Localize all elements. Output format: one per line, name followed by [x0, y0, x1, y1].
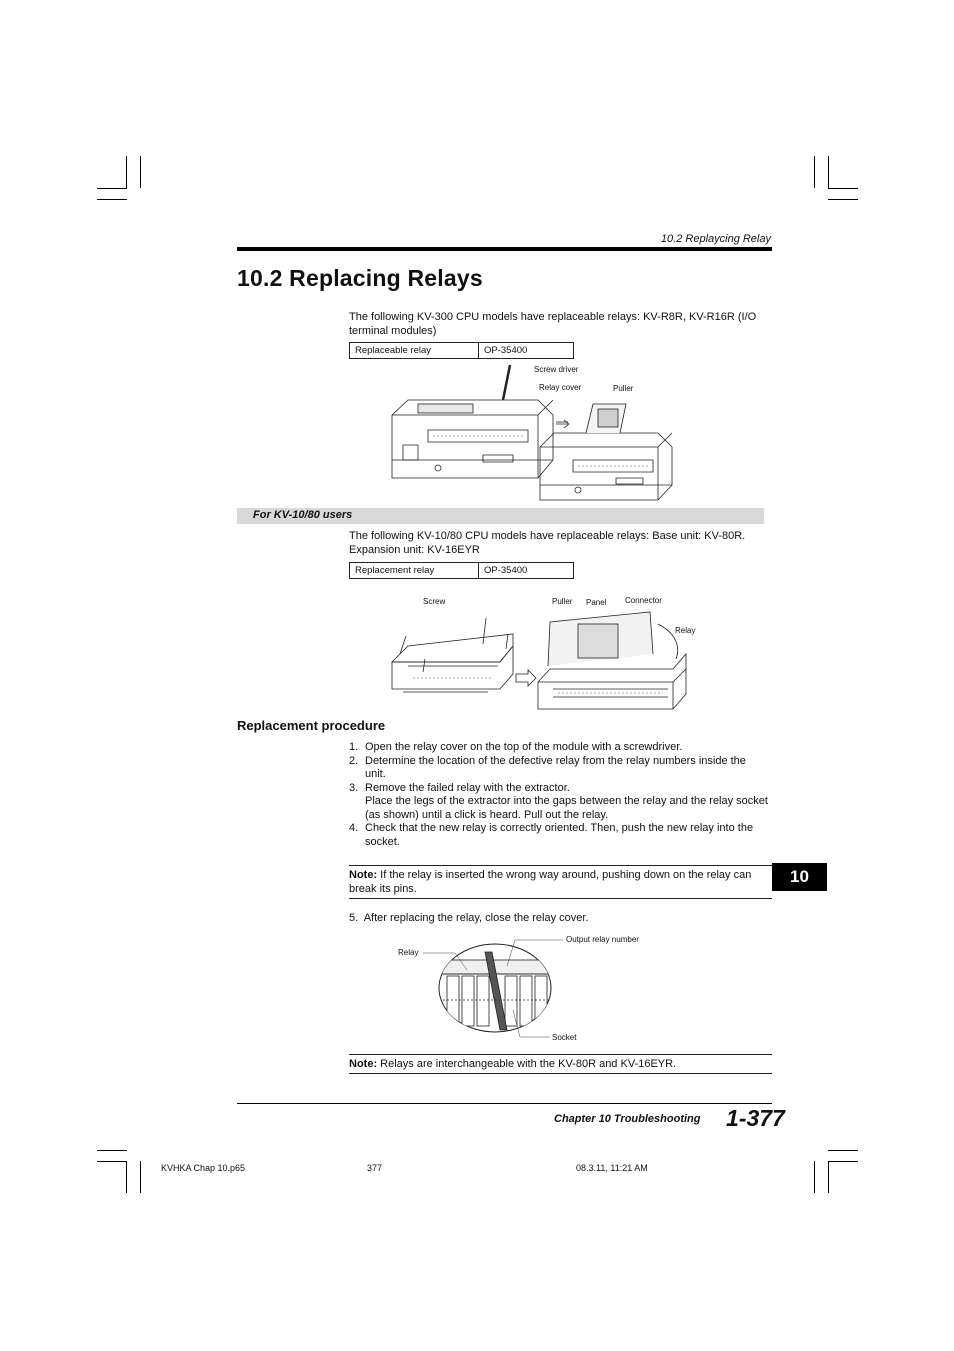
list-item [349, 782, 769, 823]
section-title: 10.2 Replacing Relays [237, 265, 483, 291]
table-cell: OP-35400 [479, 343, 574, 359]
label-puller: Puller [613, 384, 634, 393]
step-number: 3. [349, 781, 359, 794]
list-item [349, 755, 769, 782]
header-rule [237, 247, 772, 251]
label-screw: Screw [423, 597, 446, 606]
footer-chapter: Chapter 10 Troubleshooting [554, 1113, 701, 1125]
kv1080-relay-figure [388, 594, 700, 720]
kv300-intro: The following KV-300 CPU models have replaceable relays: KV-R8R, KV-R16R (I/O terminal modules) [349, 311, 757, 337]
step-number: 2. [349, 754, 359, 767]
relay-socket-figure [395, 930, 665, 1048]
step-extra-text: Place the legs of the extractor into the gaps between the relay and the relay socket (as shown) until a click is heard. Pull out the relay. [365, 795, 768, 821]
step-number: 4. [349, 822, 359, 834]
chapter-tab: 10 [772, 863, 827, 891]
note-pins [349, 865, 772, 899]
relay-socket-illustration [395, 930, 665, 1048]
step-5 [349, 911, 769, 925]
note-text: If the relay is inserted the wrong way around, pushing down on the relay can break its pins. [349, 869, 752, 895]
footer-datetime: 08.3.11, 11:21 AM [576, 1163, 648, 1173]
table-cell: OP-35400 [479, 563, 574, 579]
step-text: Check that the new relay is correctly oriented. Then, push the new relay into the socket. [365, 822, 754, 848]
step-text: After replacing the relay, close the relay cover. [363, 912, 589, 924]
kv300-relay-figure [388, 360, 678, 502]
list-item [349, 741, 769, 755]
kv300-relay-table [349, 342, 574, 359]
kv1080-module-illustration [388, 594, 700, 720]
label-puller: Puller [552, 597, 573, 606]
kv300-module-illustration [388, 360, 678, 502]
step-text: Remove the failed relay with the extractor. [365, 781, 570, 794]
page-number: 1-377 [726, 1105, 785, 1131]
kv1080-band-title: For KV-10/80 users [253, 509, 353, 521]
kv1080-intro: The following KV-10/80 CPU models have replaceable relays: Base unit: KV-80R. Expansion unit: KV-16EYR [349, 530, 746, 556]
footer-rule [237, 1103, 772, 1104]
table-cell: Replacement relay [350, 563, 479, 579]
note-interchangeable [349, 1054, 772, 1074]
label-socket: Socket [552, 1033, 577, 1042]
label-relay: Relay [398, 948, 419, 957]
step-number: 1. [349, 741, 359, 753]
label-panel: Panel [586, 598, 607, 607]
step-number: 5. [349, 912, 359, 924]
kv1080-relay-table [349, 562, 574, 579]
label-relay: Relay [675, 626, 696, 635]
note-label: Note: [349, 869, 378, 881]
table-cell: Replaceable relay [350, 343, 479, 359]
table-row [350, 343, 574, 359]
note-text: Relays are interchangeable with the KV-80R and KV-16EYR. [377, 1058, 677, 1070]
label-connector: Connector [625, 596, 662, 605]
table-row [350, 563, 574, 579]
step-text: Determine the location of the defective relay from the relay numbers inside the unit. [365, 754, 746, 780]
footer-file: KVHKA Chap 10.p65 [161, 1163, 246, 1173]
label-screw-driver: Screw driver [534, 365, 579, 374]
step-text: Open the relay cover on the top of the module with a screwdriver. [365, 741, 683, 753]
list-item [349, 822, 769, 849]
kv1080-band [237, 508, 764, 524]
label-relay-cover: Relay cover [539, 383, 582, 392]
footer-page: 377 [367, 1163, 383, 1173]
procedure-steps [349, 741, 769, 849]
label-output-relay-number: Output relay number [566, 935, 639, 944]
note-label: Note: [349, 1058, 378, 1070]
running-header: 10.2 Replaycing Relay [660, 233, 771, 245]
procedure-heading: Replacement procedure [237, 718, 386, 733]
